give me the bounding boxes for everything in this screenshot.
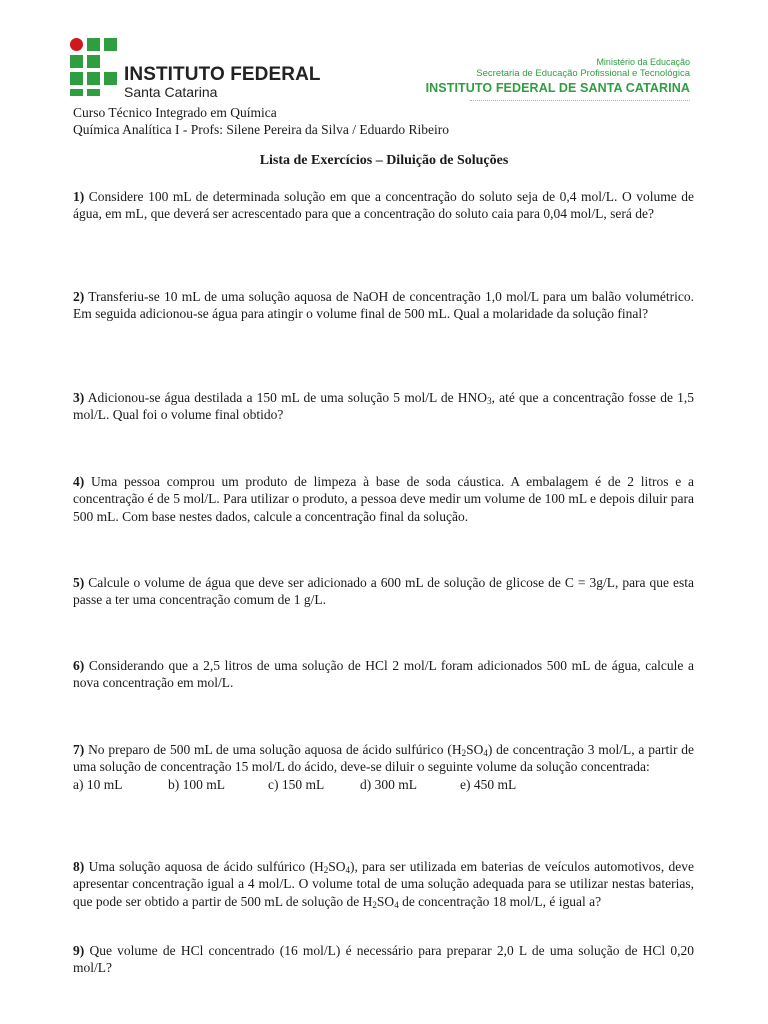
- question-4: [73, 473, 694, 525]
- campus-name: Santa Catarina: [124, 84, 218, 100]
- question-number: 2): [73, 289, 85, 304]
- ministry-label: Ministério da Educação: [596, 57, 690, 67]
- question-text: Adicionou-se água destilada a 150 mL de uma solução 5 mol/L de HNO: [87, 390, 488, 405]
- question-text: Uma solução aquosa de ácido sulfúrico (H: [88, 859, 324, 874]
- page-title: Lista de Exercícios – Diluição de Soluções: [259, 153, 509, 168]
- header-divider: [470, 100, 690, 101]
- option-b: b) 100 mL: [168, 776, 225, 792]
- question-5: [73, 574, 694, 609]
- option-d: d) 300 mL: [360, 776, 417, 792]
- question-number: 6): [73, 658, 85, 673]
- question-number: 3): [73, 390, 85, 405]
- ifsc-logo: [70, 38, 118, 96]
- question-text: No preparo de 500 mL de uma solução aquosa de ácido sulfúrico (H: [88, 742, 462, 757]
- question-8: 8) Uma solução aquosa de ácido sulfúrico $(H_2SO_4)$, para ser utilizada em baterias de veículos automotivos, deve apresentar concentração igual a 4 mol/L. O volume total de uma solução adequada para se utilizar nestas baterias, que pode ser obtido a partir de 500 mL de solução de $H_2SO_4$ de concentração 18 mol/L, é igual a?: [73, 859, 694, 910]
- option-a: a) 10 mL: [73, 776, 123, 792]
- question-text: Transferiu-se 10 mL de uma solução aquosa de NaOH de concentração 1,0 mol/L para um balão volumétrico. Em seguida adicionou-se água para atingir o volume final de 500 mL. Qual a molaridade da solução final?: [73, 289, 695, 322]
- question-9: [73, 942, 694, 977]
- question-1: [73, 188, 694, 223]
- question-number: 4): [73, 474, 85, 489]
- government-header: [426, 57, 690, 96]
- institution-full-name: INSTITUTO FEDERAL DE SANTA CATARINA: [425, 81, 690, 95]
- course-info: [73, 104, 449, 138]
- secretariat-label: Secretaria de Educação Profissional e Tecnológica: [476, 68, 690, 79]
- question-number: 8): [73, 859, 85, 874]
- option-e: e) 450 mL: [460, 776, 517, 792]
- question-6: [73, 657, 694, 692]
- question-3: 3) Adicionou-se água destilada a 150 mL de uma solução 5 mol/L de $HNO_3$, até que a concentração fosse de 1,5 mol/L. Qual foi o volume final obtido?: [73, 390, 695, 423]
- question-number: 5): [73, 575, 85, 590]
- question-text: Calcule o volume de água que deve ser adicionado a 600 mL de solução de glicose de C = 3g/L, para que esta passe a ter uma concentração comum de 1 g/L.: [73, 575, 695, 608]
- course-name: Curso Técnico Integrado em Química: [73, 105, 277, 120]
- question-text: Considere 100 mL de determinada solução em que a concentração do soluto seja de 0,4 mol/L. O volume de água, em mL, que deverá ser acrescentado para que a concentração do soluto caia para 0,04 mol/L, será de?: [73, 189, 695, 222]
- question-text: Uma pessoa comprou um produto de limpeza à base de soda cáustica. A embalagem é de 2 litros e a concentração é de 5 mol/L. Para utilizar o produto, a pessoa deve medir um volume de 100 mL e depois diluir para 500 mL. Com base nestes dados, calcule a concentração final da solução.: [73, 474, 695, 524]
- option-c: c) 150 mL: [268, 776, 325, 792]
- answer-options: [73, 776, 694, 793]
- question-text: Que volume de HCl concentrado (16 mol/L) é necessário para preparar 2,0 L de uma solução de HCl 0,20 mol/L?: [73, 943, 695, 976]
- question-text: Considerando que a 2,5 litros de uma solução de HCl 2 mol/L foram adicionados 500 mL de água, calcule a nova concentração em mol/L.: [73, 658, 695, 691]
- institution-name: INSTITUTO FEDERAL: [124, 64, 321, 85]
- question-2: [73, 288, 694, 323]
- question-number: 7): [73, 742, 85, 757]
- question-number: 9): [73, 943, 85, 958]
- question-7: 7) No preparo de 500 mL de uma solução aquosa de ácido sulfúrico $(H_2SO_4)$ de concentração 3 mol/L, a partir de uma solução de concentração 15 mol/L do ácido, deve-se diluir o seguinte volume da solução concentrada: a) 10 mL b) 100 mL c) 150 mL d) 300 mL e) 450 mL: [73, 742, 695, 792]
- question-number: 1): [73, 189, 85, 204]
- course-subject-teachers: Química Analítica I - Profs: Silene Pereira da Silva / Eduardo Ribeiro: [73, 122, 450, 137]
